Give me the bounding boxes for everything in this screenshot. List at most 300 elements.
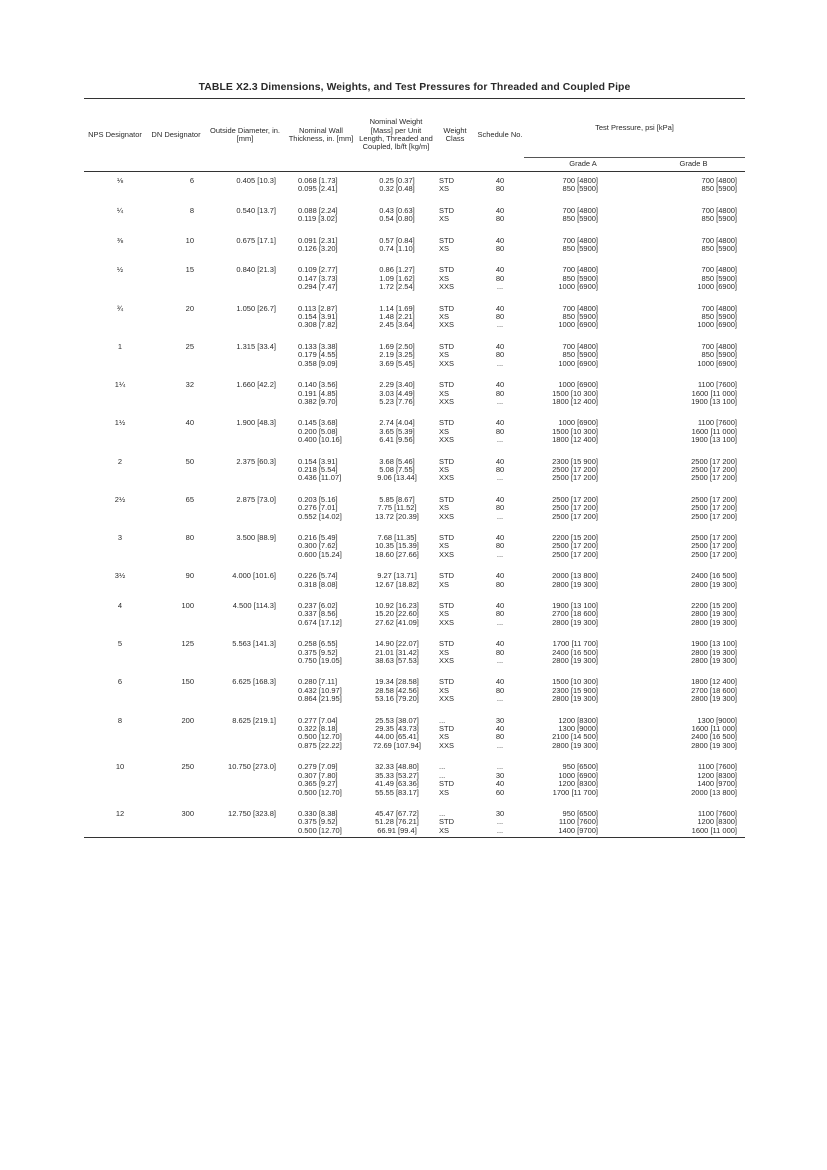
dn-cell: 15: [185, 265, 194, 275]
nominal-weight-value: 2.29 [3.40]: [379, 380, 415, 390]
schedule-value: 40: [495, 639, 505, 649]
weight-class-value: XS: [439, 214, 450, 224]
weight-class-value: XS: [439, 825, 450, 835]
nominal-weight-cell: [358, 760, 434, 807]
weight-class-value: XS: [439, 579, 450, 589]
outside-diameter-cell: 1.660 [42.2]: [236, 380, 276, 390]
schedule-value: 40: [495, 205, 505, 215]
nominal-weight-value: 41.49 [63.36]: [375, 779, 419, 789]
table-row: [84, 234, 745, 264]
weight-class-value: XS: [439, 732, 450, 742]
weight-class-value: STD: [439, 176, 454, 185]
nominal-weight-value: 12.67 [18.82]: [375, 579, 419, 589]
schedule-value: 40: [495, 235, 505, 245]
grade-b-pressure-value: 2500 [17 200]: [691, 456, 737, 466]
wall-thickness-value: 0.109 [2.77]: [298, 265, 338, 275]
document-page: [84, 82, 745, 838]
grade-b-pressure-cell: [642, 637, 745, 675]
weight-class-value: XXS: [439, 282, 455, 292]
wall-thickness-value: 0.147 [3.73]: [298, 273, 338, 283]
header-schedule: Schedule No.: [476, 99, 524, 172]
grade-a-pressure-value: 1700 [11 700]: [552, 787, 598, 797]
wall-thickness-cell: [284, 493, 358, 531]
grade-a-pressure-value: 1800 [12 400]: [552, 396, 598, 406]
schedule-value: ...: [496, 817, 504, 827]
wall-thickness-value: 0.436 [11.07]: [298, 473, 342, 483]
outside-diameter-cell: 0.405 [10.3]: [236, 176, 276, 185]
wall-thickness-value: 0.203 [5.16]: [298, 494, 338, 504]
weight-class-value: ...: [439, 770, 446, 780]
grade-b-pressure-cell: [642, 172, 745, 204]
wall-thickness-cell: [284, 234, 358, 264]
grade-b-pressure-value: 850 [5900]: [701, 273, 737, 283]
outside-diameter-cell: 8.625 [219.1]: [232, 715, 276, 725]
grade-b-pressure-value: 1100 [7600]: [697, 762, 737, 772]
grade-a-pressure-value: 1400 [9700]: [558, 825, 598, 835]
nominal-weight-cell: [358, 531, 434, 569]
weight-class-value: STD: [439, 205, 454, 215]
wall-thickness-value: 0.600 [15.24]: [298, 549, 342, 559]
grade-b-pressure-value: 850 [5900]: [701, 214, 737, 224]
nominal-weight-value: 0.25 [0.37]: [379, 176, 415, 185]
dn-cell: 90: [185, 571, 194, 581]
wall-thickness-cell: [284, 263, 358, 301]
wall-thickness-value: 0.154 [3.91]: [298, 456, 338, 466]
grade-b-pressure-cell: [642, 807, 745, 838]
grade-a-pressure-value: 700 [4800]: [562, 341, 598, 351]
weight-class-value: XS: [439, 184, 450, 194]
wall-thickness-cell: [284, 807, 358, 838]
nominal-weight-value: 3.03 [4.49]: [379, 388, 415, 398]
grade-b-pressure-value: 2500 [17 200]: [691, 473, 737, 483]
table-row: [84, 204, 745, 234]
schedule-value: 80: [495, 609, 505, 619]
table-row: [84, 599, 745, 637]
dn-cell: 8: [189, 205, 194, 215]
table-row: [84, 714, 745, 761]
nps-cell: 2: [117, 456, 123, 466]
header-outside-diameter: Outside Diameter, in. [mm]: [206, 99, 284, 172]
schedule-value: 80: [495, 388, 505, 398]
weight-class-cell: [434, 234, 476, 264]
weight-class-cell: [434, 493, 476, 531]
table-row: [84, 675, 745, 713]
grade-b-pressure-cell: [642, 204, 745, 234]
table-row: [84, 172, 745, 204]
weight-class-value: XS: [439, 350, 450, 360]
schedule-value: 40: [495, 724, 505, 734]
schedule-value: 80: [495, 503, 505, 513]
grade-b-pressure-cell: [642, 378, 745, 416]
dn-cell: 6: [189, 176, 194, 185]
grade-b-pressure-value: 1600 [11 000]: [691, 724, 737, 734]
schedule-cell: [476, 493, 524, 531]
nominal-weight-value: 45.47 [67.72]: [375, 808, 419, 818]
grade-a-pressure-value: 2800 [19 300]: [552, 740, 598, 750]
grade-a-pressure-value: 700 [4800]: [562, 265, 598, 275]
dn-cell: 32: [185, 380, 194, 390]
schedule-value: 30: [495, 770, 505, 780]
grade-b-pressure-value: 2500 [17 200]: [691, 494, 737, 504]
nominal-weight-cell: [358, 234, 434, 264]
nps-cell: 10: [115, 762, 125, 772]
wall-thickness-value: 0.126 [3.20]: [298, 244, 338, 254]
weight-class-value: STD: [439, 494, 454, 504]
weight-class-value: XS: [439, 244, 450, 254]
table-row: [84, 637, 745, 675]
nominal-weight-value: 10.92 [16.23]: [375, 601, 419, 610]
outside-diameter-cell: 1.900 [48.3]: [236, 418, 276, 428]
grade-a-pressure-cell: [524, 760, 642, 807]
nominal-weight-cell: [358, 340, 434, 378]
nominal-weight-cell: [358, 493, 434, 531]
dn-cell: 65: [185, 494, 194, 504]
grade-a-pressure-cell: [524, 599, 642, 637]
schedule-value: 80: [495, 541, 505, 551]
schedule-value: 40: [495, 418, 505, 428]
nps-cell: 1¼: [114, 380, 126, 390]
table-row: [84, 455, 745, 493]
grade-a-pressure-value: 1500 [10 300]: [552, 388, 598, 398]
table-row: [84, 760, 745, 807]
grade-b-pressure-cell: [642, 340, 745, 378]
outside-diameter-cell: 10.750 [273.0]: [228, 762, 276, 772]
grade-a-pressure-value: 950 [6500]: [562, 808, 598, 818]
nominal-weight-value: 38.63 [57.53]: [375, 656, 419, 666]
schedule-value: 40: [495, 494, 505, 504]
nominal-weight-value: 0.86 [1.27]: [379, 265, 415, 275]
weight-class-value: XS: [439, 388, 450, 398]
dn-cell: 20: [185, 303, 194, 313]
grade-b-pressure-value: 1100 [7600]: [697, 808, 737, 818]
grade-a-pressure-value: 2300 [15 900]: [552, 456, 598, 466]
header-weight-class: Weight Class: [434, 99, 476, 172]
grade-a-pressure-value: 2400 [16 500]: [552, 647, 598, 657]
wall-thickness-cell: [284, 675, 358, 713]
nps-cell: 12: [84, 807, 146, 838]
grade-a-pressure-value: 1900 [13 100]: [552, 601, 598, 610]
grade-a-pressure-value: 2800 [19 300]: [552, 617, 598, 627]
grade-b-pressure-cell: [642, 234, 745, 264]
nps-cell: ⅜: [116, 235, 124, 245]
nominal-weight-value: 3.69 [5.45]: [379, 358, 415, 368]
grade-a-pressure-cell: [524, 416, 642, 454]
weight-class-value: STD: [439, 601, 454, 610]
header-dn: DN Designator: [146, 99, 206, 172]
wall-thickness-value: 0.091 [2.31]: [298, 235, 338, 245]
nominal-weight-value: 18.60 [27.66]: [375, 549, 419, 559]
grade-a-pressure-value: 1200 [8300]: [558, 715, 598, 725]
grade-b-pressure-value: 2800 [19 300]: [691, 617, 737, 627]
wall-thickness-value: 0.308 [7.82]: [298, 320, 338, 330]
nominal-weight-value: 5.85 [8.67]: [379, 494, 415, 504]
grade-b-pressure-value: 2800 [19 300]: [691, 740, 737, 750]
nps-cell: 3: [117, 532, 123, 542]
grade-a-pressure-value: 2800 [19 300]: [552, 656, 598, 666]
nps-cell: 5: [117, 639, 123, 649]
outside-diameter-cell: 0.840 [21.3]: [236, 265, 276, 275]
schedule-value: 60: [495, 787, 505, 797]
nominal-weight-value: 1.14 [1.69]: [379, 303, 415, 313]
grade-a-pressure-value: 1300 [9000]: [558, 724, 598, 734]
wall-thickness-value: 0.258 [6.55]: [298, 639, 338, 649]
wall-thickness-value: 0.280 [7.11]: [298, 677, 338, 687]
grade-b-pressure-value: 2500 [17 200]: [691, 541, 737, 551]
wall-thickness-value: 0.300 [7.62]: [298, 541, 338, 551]
pipe-dimensions-table: [84, 98, 745, 838]
grade-a-pressure-value: 1500 [10 300]: [552, 426, 598, 436]
schedule-value: 80: [495, 464, 505, 474]
schedule-cell: [476, 234, 524, 264]
outside-diameter-cell: 6.625 [168.3]: [232, 677, 276, 687]
wall-thickness-value: 0.337 [8.56]: [298, 609, 338, 619]
grade-b-pressure-value: 1900 [13 100]: [691, 639, 737, 649]
schedule-value: 80: [495, 350, 505, 360]
schedule-cell: [476, 599, 524, 637]
weight-class-value: XXS: [439, 617, 455, 627]
nominal-weight-cell: [358, 172, 434, 204]
wall-thickness-value: 0.095 [2.41]: [298, 184, 338, 194]
nominal-weight-value: 28.58 [42.56]: [375, 685, 419, 695]
grade-a-pressure-value: 1500 [10 300]: [552, 677, 598, 687]
grade-a-pressure-cell: [524, 807, 642, 838]
wall-thickness-value: 0.191 [4.85]: [298, 388, 338, 398]
grade-b-pressure-value: 1100 [7600]: [697, 418, 737, 428]
schedule-value: 80: [495, 312, 505, 322]
table-row: [84, 569, 745, 599]
wall-thickness-cell: [284, 204, 358, 234]
grade-b-pressure-value: 2800 [19 300]: [691, 694, 737, 704]
grade-b-pressure-cell: [642, 714, 745, 761]
grade-b-pressure-cell: [642, 569, 745, 599]
weight-class-value: STD: [439, 779, 454, 789]
wall-thickness-value: 0.119 [3.02]: [298, 214, 338, 224]
wall-thickness-value: 0.500 [12.70]: [298, 787, 342, 797]
grade-a-pressure-value: 2800 [19 300]: [552, 579, 598, 589]
nps-cell: ¾: [116, 303, 124, 313]
nominal-weight-cell: [358, 807, 434, 838]
nominal-weight-value: 53.16 [79.20]: [375, 694, 419, 704]
weight-class-value: XS: [439, 273, 450, 283]
wall-thickness-value: 0.200 [5.08]: [298, 426, 338, 436]
wall-thickness-value: 0.358 [9.09]: [298, 358, 338, 368]
grade-a-pressure-cell: [524, 493, 642, 531]
dn-cell: 40: [185, 418, 194, 428]
grade-a-pressure-value: 1000 [6900]: [558, 320, 598, 330]
schedule-value: 40: [495, 601, 505, 610]
weight-class-value: STD: [439, 235, 454, 245]
wall-thickness-cell: [284, 302, 358, 340]
grade-b-pressure-value: 1300 [9000]: [697, 715, 737, 725]
nominal-weight-cell: [358, 302, 434, 340]
dn-cell: 300: [146, 807, 206, 838]
weight-class-value: STD: [439, 418, 454, 428]
schedule-value: 40: [495, 779, 505, 789]
schedule-value: 80: [495, 184, 505, 194]
grade-b-pressure-value: 1100 [7600]: [697, 380, 737, 390]
nominal-weight-value: 51.28 [76.21]: [375, 817, 419, 827]
grade-b-pressure-value: 1400 [9700]: [697, 779, 737, 789]
grade-a-pressure-value: 950 [6500]: [562, 762, 598, 772]
grade-a-pressure-cell: [524, 569, 642, 599]
grade-b-pressure-value: 1900 [13 100]: [691, 435, 737, 445]
wall-thickness-value: 0.552 [14.02]: [298, 511, 342, 521]
wall-thickness-cell: [284, 760, 358, 807]
grade-a-pressure-value: 850 [5900]: [562, 273, 598, 283]
nominal-weight-value: 0.74 [1.10]: [379, 244, 415, 254]
weight-class-value: STD: [439, 456, 454, 466]
schedule-value: 80: [495, 685, 505, 695]
wall-thickness-cell: [284, 714, 358, 761]
dn-cell: 125: [181, 639, 194, 649]
wall-thickness-value: 0.318 [8.08]: [298, 579, 338, 589]
wall-thickness-value: 0.864 [21.95]: [298, 694, 342, 704]
grade-a-pressure-value: 2500 [17 200]: [552, 549, 598, 559]
schedule-value: ...: [496, 435, 504, 445]
schedule-cell: [476, 569, 524, 599]
nominal-weight-value: 0.32 [0.48]: [379, 184, 415, 194]
weight-class-cell: [434, 599, 476, 637]
nominal-weight-value: 13.72 [20.39]: [375, 511, 419, 521]
dn-cell: 10: [185, 235, 194, 245]
schedule-value: ...: [496, 549, 504, 559]
schedule-value: 80: [495, 647, 505, 657]
weight-class-cell: [434, 675, 476, 713]
table-row: [84, 416, 745, 454]
weight-class-cell: [434, 172, 476, 204]
table-row: [84, 531, 745, 569]
weight-class-value: STD: [439, 341, 454, 351]
nominal-weight-value: 44.00 [65.41]: [375, 732, 419, 742]
grade-b-pressure-value: 2500 [17 200]: [691, 511, 737, 521]
nps-cell: ½: [116, 265, 124, 275]
grade-a-pressure-value: 2000 [13 800]: [552, 571, 598, 581]
grade-b-pressure-cell: [642, 263, 745, 301]
weight-class-cell: [434, 378, 476, 416]
nominal-weight-value: 1.69 [2.50]: [379, 341, 415, 351]
nps-cell: 3½: [114, 571, 126, 581]
wall-thickness-value: 0.145 [3.68]: [298, 418, 338, 428]
wall-thickness-value: 0.113 [2.87]: [298, 303, 338, 313]
grade-b-pressure-value: 1000 [6900]: [697, 282, 737, 292]
grade-a-pressure-value: 850 [5900]: [562, 312, 598, 322]
schedule-cell: [476, 675, 524, 713]
grade-b-pressure-cell: [642, 599, 745, 637]
nominal-weight-cell: [358, 378, 434, 416]
wall-thickness-value: 0.432 [10.97]: [298, 685, 342, 695]
weight-class-value: XXS: [439, 358, 455, 368]
nps-cell: ¼: [116, 205, 124, 215]
grade-b-pressure-value: 2500 [17 200]: [691, 532, 737, 542]
weight-class-value: XXS: [439, 473, 455, 483]
nominal-weight-cell: [358, 455, 434, 493]
grade-a-pressure-value: 1000 [6900]: [558, 380, 598, 390]
weight-class-cell: [434, 569, 476, 599]
grade-a-pressure-value: 700 [4800]: [562, 176, 598, 185]
grade-b-pressure-value: 2400 [16 500]: [691, 571, 737, 581]
schedule-cell: [476, 302, 524, 340]
wall-thickness-value: 0.088 [2.24]: [298, 205, 338, 215]
schedule-cell: [476, 204, 524, 234]
wall-thickness-value: 0.179 [4.55]: [298, 350, 338, 360]
grade-a-pressure-cell: [524, 637, 642, 675]
schedule-value: ...: [496, 740, 504, 750]
outside-diameter-cell: 0.675 [17.1]: [236, 235, 276, 245]
weight-class-cell: [434, 416, 476, 454]
grade-b-pressure-value: 2800 [19 300]: [691, 656, 737, 666]
nps-cell: 6: [117, 677, 123, 687]
nominal-weight-cell: [358, 263, 434, 301]
weight-class-value: ...: [439, 715, 446, 725]
grade-a-pressure-value: 700 [4800]: [562, 235, 598, 245]
grade-a-pressure-value: 2500 [17 200]: [552, 464, 598, 474]
grade-b-pressure-value: 1800 [12 400]: [691, 677, 737, 687]
grade-a-pressure-value: 700 [4800]: [562, 205, 598, 215]
schedule-value: ...: [496, 320, 504, 330]
grade-a-pressure-value: 850 [5900]: [562, 184, 598, 194]
weight-class-value: XXS: [439, 435, 455, 445]
nps-cell: 1: [117, 341, 123, 351]
wall-thickness-value: 0.307 [7.80]: [298, 770, 338, 780]
grade-b-pressure-value: 2000 [13 800]: [691, 787, 737, 797]
nps-cell: 1½: [114, 418, 126, 428]
grade-b-pressure-cell: [642, 493, 745, 531]
wall-thickness-value: 0.277 [7.04]: [298, 715, 338, 725]
weight-class-cell: [434, 637, 476, 675]
schedule-value: ...: [496, 825, 504, 835]
grade-a-pressure-value: 1000 [6900]: [558, 358, 598, 368]
schedule-value: ...: [496, 396, 504, 406]
table-row: [84, 340, 745, 378]
grade-a-pressure-cell: [524, 675, 642, 713]
outside-diameter-cell: 2.875 [73.0]: [236, 494, 276, 504]
grade-b-pressure-value: 1600 [11 000]: [691, 825, 737, 835]
schedule-value: ...: [496, 358, 504, 368]
nominal-weight-value: 9.27 [13.71]: [377, 571, 417, 581]
header-grade-b: Grade B: [642, 158, 745, 172]
grade-b-pressure-value: 850 [5900]: [701, 244, 737, 254]
nominal-weight-value: 15.20 [22.60]: [375, 609, 419, 619]
nominal-weight-value: 72.69 [107.94]: [373, 740, 421, 750]
schedule-cell: [476, 340, 524, 378]
wall-thickness-value: 0.400 [10.16]: [298, 435, 342, 445]
wall-thickness-cell: [284, 599, 358, 637]
schedule-value: 40: [495, 380, 505, 390]
dn-cell: 250: [181, 762, 194, 772]
grade-a-pressure-value: 1000 [6900]: [558, 282, 598, 292]
weight-class-cell: [434, 302, 476, 340]
outside-diameter-cell: 4.000 [101.6]: [232, 571, 276, 581]
nominal-weight-cell: [358, 204, 434, 234]
table-row: [84, 493, 745, 531]
grade-a-pressure-value: 2300 [15 900]: [552, 685, 598, 695]
grade-b-pressure-value: 1000 [6900]: [697, 358, 737, 368]
grade-a-pressure-cell: [524, 263, 642, 301]
wall-thickness-value: 0.133 [3.38]: [298, 341, 338, 351]
weight-class-value: STD: [439, 677, 454, 687]
grade-a-pressure-value: 850 [5900]: [562, 244, 598, 254]
nominal-weight-value: 1.09 [1.62]: [379, 273, 415, 283]
grade-b-pressure-value: 2200 [15 200]: [691, 601, 737, 610]
dn-cell: 200: [181, 715, 194, 725]
nominal-weight-value: 14.90 [22.07]: [375, 639, 419, 649]
weight-class-value: XS: [439, 312, 450, 322]
weight-class-value: ...: [439, 808, 446, 818]
weight-class-value: XS: [439, 685, 450, 695]
schedule-cell: [476, 760, 524, 807]
wall-thickness-cell: [284, 531, 358, 569]
wall-thickness-value: 0.216 [5.49]: [298, 532, 338, 542]
